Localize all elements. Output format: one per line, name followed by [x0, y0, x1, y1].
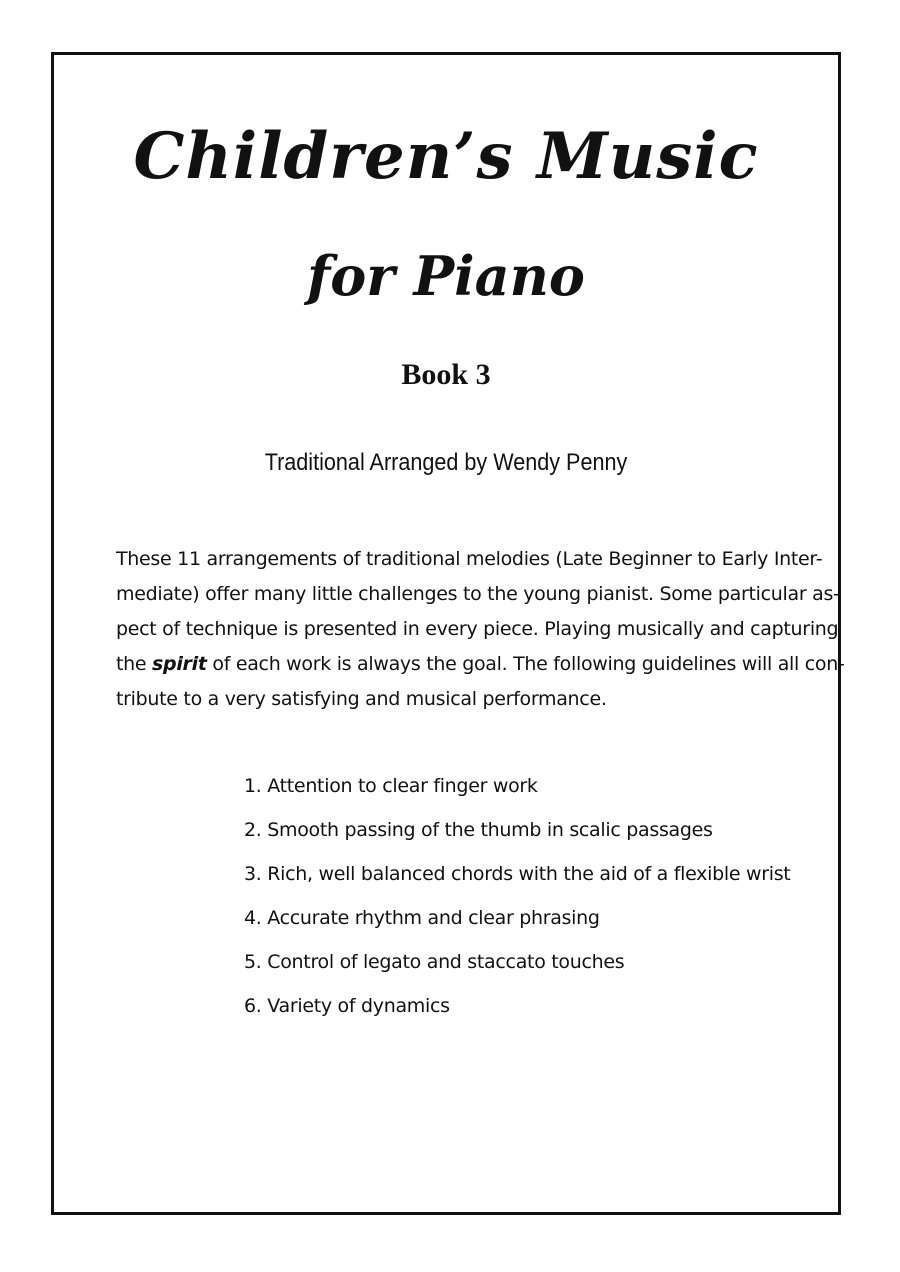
cover-title: Children’s Music — [133, 119, 759, 194]
guideline-item: 2. Smooth passing of the thumb in scalic passages — [244, 819, 713, 841]
guideline-item: 4. Accurate rhythm and clear phrasing — [244, 907, 600, 929]
guideline-item: 6. Variety of dynamics — [244, 995, 450, 1017]
guideline-item: 1. Attention to clear finger work — [244, 775, 538, 797]
intro-line-4 — [116, 647, 884, 682]
guideline-item: 3. Rich, well balanced chords with the aid of a flexible wrist — [244, 863, 791, 885]
intro-line-4-start: the — [116, 653, 153, 675]
intro-paragraph — [116, 542, 884, 717]
intro-line-1: These 11 arrangements of traditional melodies (Late Beginner to Early Inter- — [116, 548, 823, 570]
cover-page-frame — [51, 52, 845, 1215]
intro-line-5: tribute to a very satisfying and musical performance. — [116, 688, 607, 710]
guidelines-list — [244, 772, 790, 1036]
arranger-credit: Traditional Arranged by Wendy Penny — [264, 449, 628, 476]
intro-line-4-end: of each work is always the goal. The following guidelines will all con- — [206, 653, 845, 675]
book-number: Book 3 — [401, 358, 491, 391]
cover-subtitle: for Piano — [307, 244, 585, 308]
intro-line-3: pect of technique is presented in every piece. Playing musically and capturing — [116, 618, 839, 640]
guideline-item: 5. Control of legato and staccato touches — [244, 951, 625, 973]
intro-line-2: mediate) offer many little challenges to the young pianist. Some particular as- — [116, 583, 840, 605]
spirit-emphasis: spirit — [152, 653, 207, 675]
